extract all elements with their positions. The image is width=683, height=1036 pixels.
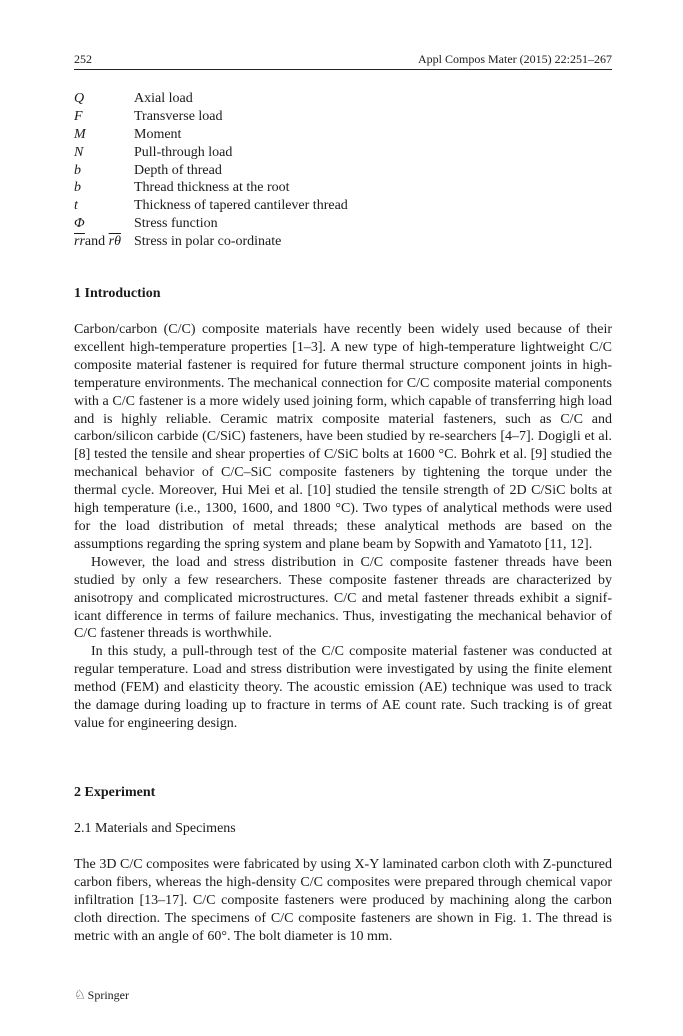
symbol: Q <box>74 91 85 106</box>
symbol-rtheta: $\overline{r\theta}$ <box>108 234 121 250</box>
paragraph: However, the load and stress distribution in C/C composite fastener threads have been studied by only a few researchers. These composite fastener threads are characterized by anisotropy and complicated microstructures. C/C and metal fastener threads exhibit a signif-icant difference in terms of failure mechanics. Thus, investigating the mechanical behavior of C/C fastener threads is worthwhile. <box>74 554 612 642</box>
symbol: Φ <box>74 216 85 232</box>
nomenclature-item <box>74 108 612 126</box>
subsection-heading: 2.1 Materials and Specimens <box>74 821 236 836</box>
page-number: 252 <box>74 52 92 66</box>
symbol: M <box>74 126 86 142</box>
section-introduction <box>74 285 612 303</box>
symbol-description: Depth of thread <box>134 162 222 178</box>
subsection-materials <box>74 820 612 838</box>
footer <box>74 987 129 1003</box>
symbol-description: Stress in polar co-ordinate <box>134 234 282 250</box>
journal-citation: Appl Compos Mater (2015) 22:251–267 <box>418 52 612 66</box>
symbol: b <box>74 180 81 196</box>
symbol: F <box>74 108 83 124</box>
symbol-description: Thickness of tapered cantilever thread <box>134 198 348 214</box>
symbol-description: Transverse load <box>134 108 223 124</box>
section-heading: 2 Experiment <box>74 785 156 800</box>
nomenclature-item <box>74 197 612 215</box>
nomenclature-item <box>74 144 612 162</box>
symbol-description: Thread thickness at the root <box>134 180 290 196</box>
experiment-body <box>74 856 612 946</box>
symbol-description: Moment <box>134 126 182 142</box>
nomenclature-item <box>74 126 612 144</box>
publisher-name: Springer <box>87 988 129 1002</box>
nomenclature-item <box>74 233 612 251</box>
nomenclature-item <box>74 215 612 233</box>
symbol-and: and <box>84 234 106 250</box>
paragraph: Carbon/carbon (C/C) composite materials have recently been widely used because of their excellent high-temperature properties [1–3]. A new type of high-temperature lightweight C/C composite material fastener is required for future thermal structure component joints in high-temperature environments. The mechanical connection for C/C composite material components with a C/C fastener is a more widely used joining form, which capable of transferring high load and is highly reliable. Ceramic matrix composite material fasteners, such as C/C and carbon/silicon carbide (C/SiC) fasteners, have been studied by re-searchers [4–7]. Dogigli et al. [8] tested the tensile and shear properties of C/SiC bolts at 1600 °C. Bohrk et al. [9] studied the mechanical behavior of C/C–SiC composite fasteners by tightening the torque under the thermal cycle. Moreover, Hui Mei et al. [10] studied the tensile strength of 2D C/SiC bolts at high temperature (i.e., 1300, 1600, and 1800 °C). Two types of analytical methods were used for the load distribution of metal threads; these analytical methods are based on the assumptions regarding the spring system and plane beam by Sopwith and Yamatoto [11, 12]. <box>74 322 612 552</box>
nomenclature-item <box>74 90 612 108</box>
header-rule <box>74 69 612 70</box>
symbol-rr: $\overline{rr}$ <box>74 234 85 250</box>
symbol: b <box>74 162 81 178</box>
nomenclature-item <box>74 162 612 180</box>
symbol: t <box>74 198 78 214</box>
symbol-description: Stress function <box>134 216 218 232</box>
paragraph: The 3D C/C composites were fabricated by using X-Y laminated carbon cloth with Z-punctured carbon fibers, whereas the high-density C/C composites were prepared through chemical vapor infiltration [13–17]. C/C composite fasteners were produced by machining along the carbon cloth direction. The specimens of C/C composite fasteners are shown in Fig. 1. The thread is metric with an angle of 60°. The bolt diameter is 10 mm. <box>74 857 612 944</box>
section-experiment <box>74 784 612 802</box>
nomenclature-item <box>74 179 612 197</box>
section-heading: 1 Introduction <box>74 286 161 301</box>
introduction-body <box>74 321 612 733</box>
nomenclature-list <box>74 90 612 251</box>
springer-horse-icon: ♘ <box>74 987 86 1002</box>
symbol-description: Pull-through load <box>134 144 233 160</box>
symbol-polar <box>74 233 121 251</box>
symbol-description: Axial load <box>134 91 193 106</box>
paragraph: In this study, a pull-through test of the C/C composite material fastener was conducted at regular temperature. Load and stress distribution were investigated by using the finite element method (FEM) and elasticity theory. The acoustic emission (AE) technique was used to track the damage during loading up to fracture in terms of AE count rate. Such tracking is of great value for engineering design. <box>74 644 612 731</box>
symbol: N <box>74 144 84 160</box>
